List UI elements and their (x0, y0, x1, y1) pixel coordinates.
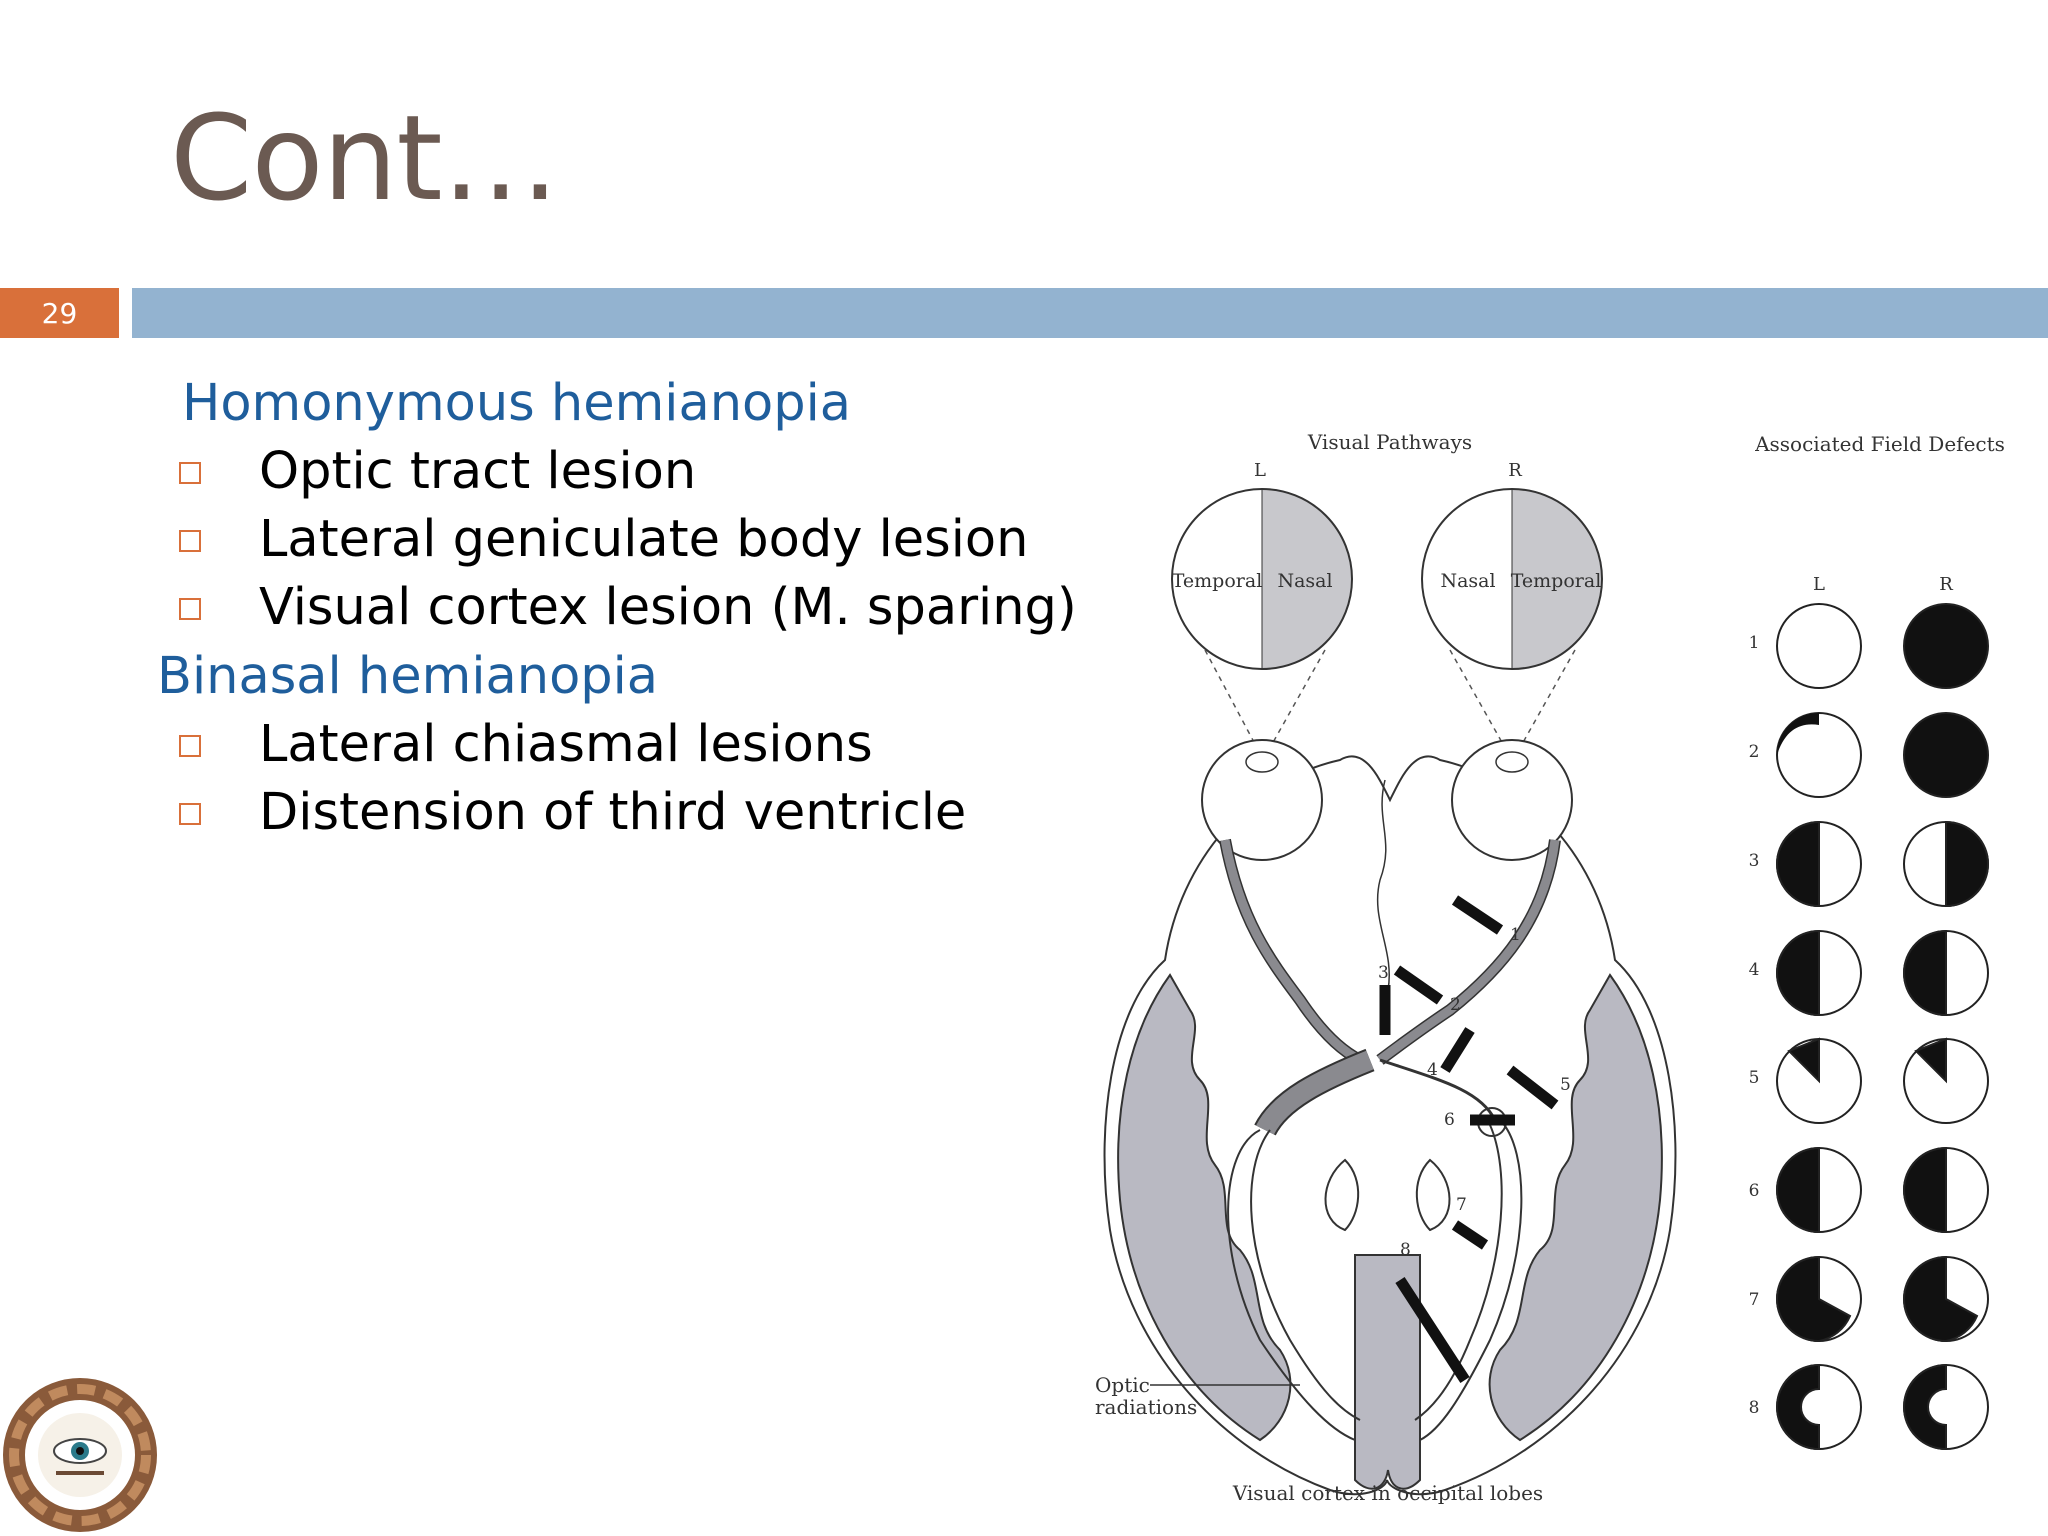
svg-text:8: 8 (1748, 1398, 1760, 1418)
optom-logo-icon (0, 1375, 160, 1535)
svg-text:2: 2 (1748, 742, 1760, 762)
bullet-item: Distension of third ventricle (259, 783, 967, 842)
defects-col-left: L (1813, 574, 1825, 595)
brain-outline (1105, 756, 1676, 1494)
svg-text:6: 6 (1444, 1110, 1455, 1130)
left-eye-label: L (1254, 460, 1266, 481)
defects-title: Associated Field Defects (1755, 432, 2005, 456)
svg-text:4: 4 (1748, 960, 1760, 980)
bullet-item: Visual cortex lesion (M. sparing) (259, 578, 1077, 637)
defects-col-right: R (1939, 574, 1953, 595)
bullet-square-icon (179, 462, 201, 484)
title-divider-band (132, 288, 2048, 338)
bullet-square-icon (179, 803, 201, 825)
optic-radiations-label: radiations (1095, 1395, 1198, 1419)
svg-text:5: 5 (1748, 1068, 1760, 1088)
svg-text:8: 8 (1400, 1240, 1411, 1260)
field-disc (1904, 604, 1988, 688)
visual-pathway-diagram (1080, 420, 2020, 1525)
section-heading-homonymous: Homonymous hemianopia (182, 374, 852, 433)
right-eye-label: R (1508, 460, 1522, 481)
bullet-square-icon (179, 598, 201, 620)
optic-radiations-label: Optic (1095, 1373, 1150, 1397)
svg-text:5: 5 (1560, 1075, 1571, 1095)
field-disc (1904, 713, 1988, 797)
svg-text:4: 4 (1427, 1060, 1438, 1080)
bullet-item: Lateral chiasmal lesions (259, 715, 873, 774)
bullet-item: Optic tract lesion (259, 442, 697, 501)
pathways-title: Visual Pathways (1307, 430, 1473, 454)
svg-text:1: 1 (1748, 633, 1760, 653)
left-temporal-label: Temporal (1171, 570, 1263, 592)
svg-text:3: 3 (1748, 851, 1760, 871)
bullet-square-icon (179, 735, 201, 757)
section-heading-binasal: Binasal hemianopia (157, 647, 659, 706)
svg-text:7: 7 (1748, 1290, 1760, 1310)
bullet-square-icon (179, 530, 201, 552)
svg-text:3: 3 (1378, 963, 1389, 983)
field-disc (1777, 604, 1861, 688)
svg-text:1: 1 (1510, 925, 1521, 945)
field-defect-discs (1777, 604, 1988, 1449)
svg-text:2: 2 (1450, 995, 1461, 1015)
svg-text:7: 7 (1456, 1195, 1467, 1215)
svg-text:6: 6 (1748, 1181, 1760, 1201)
bullet-item: Lateral geniculate body lesion (259, 510, 1029, 569)
right-nasal-label: Nasal (1440, 570, 1496, 592)
left-nasal-label: Nasal (1277, 570, 1333, 592)
right-temporal-label: Temporal (1510, 570, 1602, 592)
defect-row-numbers (1749, 633, 1760, 1418)
visual-cortex-label: Visual cortex in occipital lobes (1232, 1481, 1544, 1505)
slide-number: 29 (0, 288, 119, 338)
slide-title: Cont… (170, 89, 559, 227)
